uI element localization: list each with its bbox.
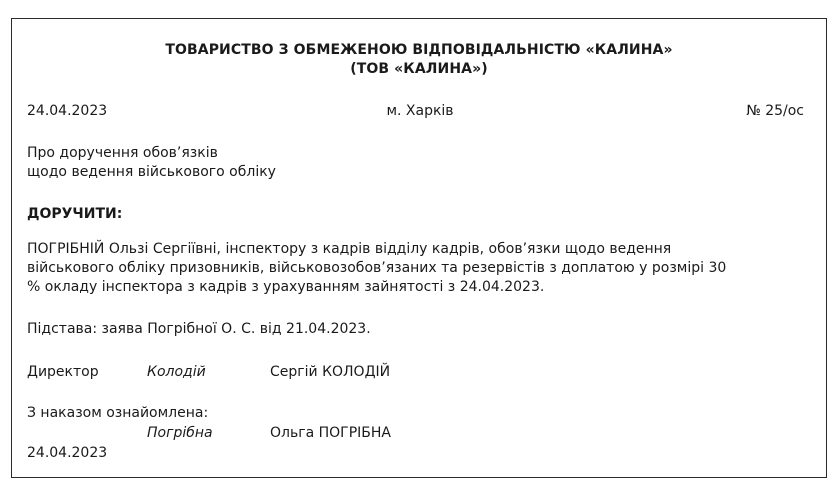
employee-signature: Погрібна	[147, 425, 213, 441]
document-page	[11, 18, 827, 478]
subject-line-1: Про доручення обов’язків	[27, 145, 218, 161]
employee-name: Ольга ПОГРІБНА	[270, 425, 391, 441]
director-signature: Колодій	[147, 364, 206, 380]
document-header	[12, 41, 826, 79]
order-body: ПОГРІБНІЙ Ользі Сергіївні, інспектору з кадрів відділу кадрів, обов’язки щодо ведення військового обліку призовників, військовозобов’язаних та резервістів з доплатою у розмірі 30 % окладу інспектора з кадрів з урахуванням зайнятості з 24.04.2023.	[27, 241, 727, 295]
director-title: Директор	[27, 364, 99, 380]
subject-line-2: щодо ведення військового обліку	[27, 164, 276, 180]
order-basis: Підстава: заява Погрібної О. С. від 21.04.2023.	[27, 321, 371, 337]
director-name: Сергій КОЛОДІЙ	[270, 364, 391, 380]
order-date: 24.04.2023	[27, 103, 108, 119]
acquainted-date: 24.04.2023	[27, 445, 108, 461]
order-heading: ДОРУЧИТИ:	[27, 206, 123, 222]
order-number: № 25/ос	[746, 103, 804, 119]
acquainted-label: З наказом ознайомлена:	[27, 405, 209, 421]
company-short-name: (ТОВ «КАЛИНА»)	[350, 61, 488, 77]
company-full-name: ТОВАРИСТВО З ОБМЕЖЕНОЮ ВІДПОВІДАЛЬНІСТЮ «КАЛИНА»	[165, 42, 673, 58]
order-city: м. Харків	[386, 103, 454, 119]
